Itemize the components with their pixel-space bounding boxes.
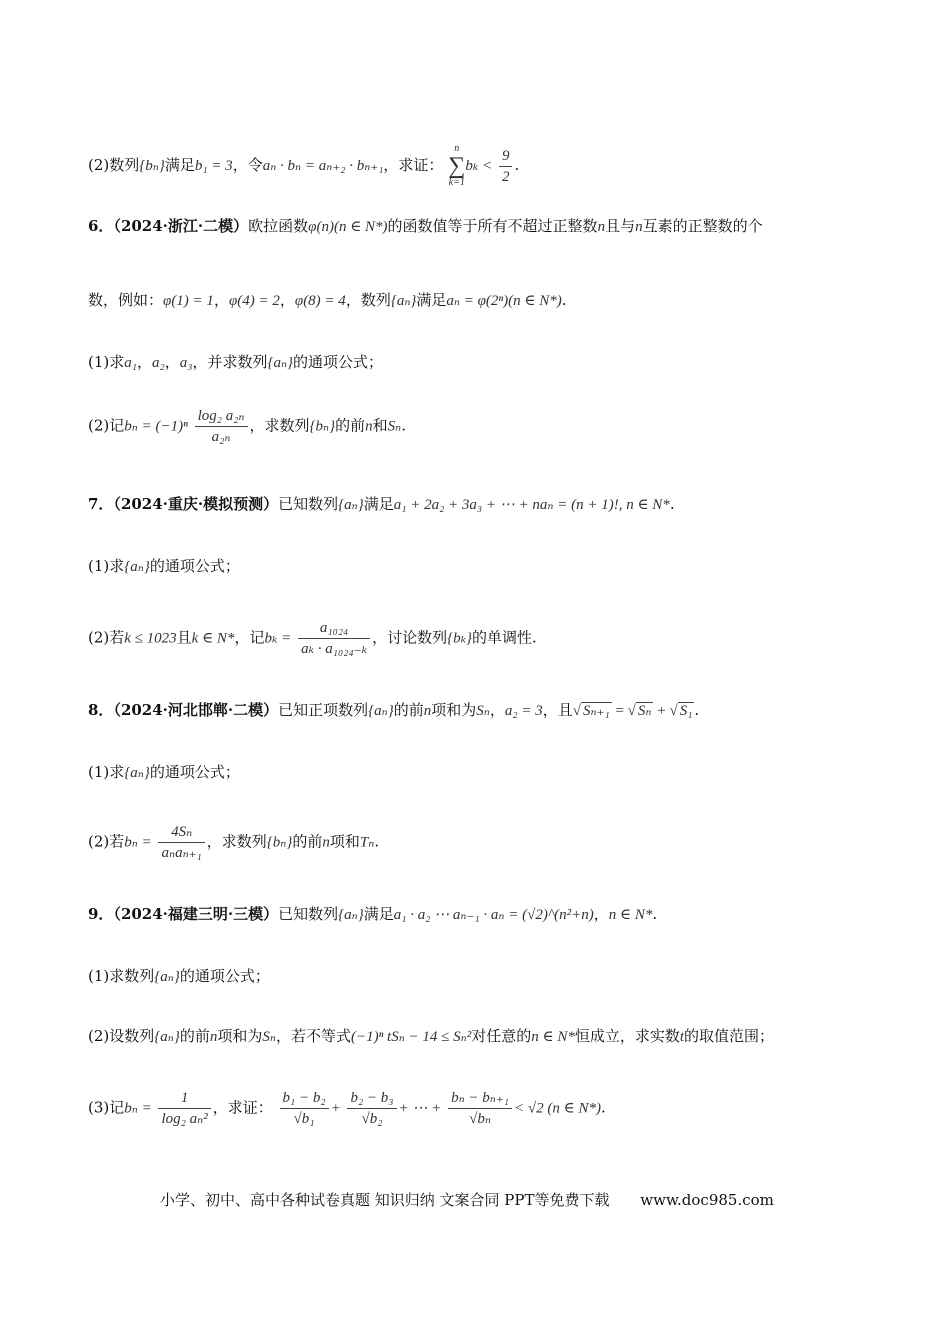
math-b1: b₁ = 3 — [194, 158, 233, 174]
math-seq-a: {aₙ} — [390, 293, 417, 309]
math-n: n — [597, 219, 606, 235]
part-label: (1)求数列 — [88, 967, 155, 985]
math-example: φ(1) = 1 — [163, 293, 214, 309]
math-inequality: (−1)ⁿ tSₙ − 14 ≤ Sₙ² — [350, 1029, 472, 1045]
math-seq-b: {bₙ} — [139, 158, 165, 174]
math-definition: aₙ = φ(2ⁿ)(n ∈ N*) — [446, 293, 562, 309]
question-number: 7． — [88, 495, 114, 513]
math-plus: + — [330, 1100, 341, 1117]
text: . — [669, 495, 675, 513]
footer-text: 小学、初中、高中各种试卷真题 知识归纳 文案合同 PPT等免费下载 — [160, 1191, 610, 1209]
question-source: （2024·福建三明·三模） — [113, 905, 279, 923]
math-example: φ(4) = 2 — [228, 293, 280, 309]
math-a1: a₁ — [124, 355, 137, 371]
part-label: (2)若 — [88, 832, 125, 851]
text: 满足 — [164, 156, 195, 174]
math-t: t — [679, 1029, 685, 1045]
q9-stem — [88, 904, 657, 925]
text: 的通项公式； — [149, 557, 240, 575]
q6-part2 — [88, 406, 406, 447]
math-seq-a: {aₙ} — [154, 969, 180, 985]
text: 的单调性. — [472, 628, 537, 647]
text: ， — [489, 701, 505, 719]
math-n: n — [635, 219, 643, 235]
text: ，并求数列 — [192, 353, 268, 371]
text: 的通项公式； — [179, 967, 270, 985]
part-label: (1)求 — [88, 557, 125, 575]
text: ，若不等式 — [275, 1027, 351, 1045]
text: 项和为 — [431, 701, 477, 719]
math-cond: k ∈ N* — [191, 630, 235, 647]
text: 的前 — [292, 832, 323, 851]
math-relation: a₁ + 2a₂ + 3a₃ + ⋯ + naₙ = (n + 1)!, n ∈ N* — [393, 497, 670, 513]
text: 互素的正整数的个 — [642, 217, 763, 235]
text: 满足 — [416, 291, 447, 309]
text: ，求证： — [383, 156, 444, 174]
q7-part2 — [88, 618, 537, 659]
math-seq-a: {aₙ} — [368, 703, 394, 719]
math-seq-a: {aₙ} — [338, 497, 364, 513]
math-cond: n ∈ N* — [531, 1029, 575, 1045]
math-Sn: Sₙ — [476, 703, 490, 719]
text: ， — [136, 353, 152, 371]
fraction-bk: $\frac{\text{a₁₀₂₄}}{\text{aₖ · a₁₀₂₄₋ₖ}}$ — [298, 618, 370, 659]
part-label: (2)数列 — [88, 156, 140, 174]
text: ，求数列 — [249, 416, 310, 435]
fraction-bn: $\frac{\text{4Sₙ}}{\text{aₙaₙ₊₁}}$ — [158, 822, 204, 863]
text: . — [374, 832, 380, 851]
q8-stem — [88, 700, 699, 721]
math-sum-term: bₖ < — [465, 158, 493, 174]
math-bk-def: bₖ = — [264, 630, 292, 647]
math-n: n — [423, 703, 432, 719]
text: . — [561, 291, 567, 309]
text: 的取值范围； — [684, 1027, 775, 1045]
q9-part3 — [88, 1088, 606, 1129]
math-seq-a: {aₙ} — [338, 907, 364, 923]
text: 满足 — [363, 495, 394, 513]
text: . — [514, 156, 520, 174]
math-dots: + ⋯ + — [398, 1100, 442, 1117]
math-bn-def: bₙ = (−1)ⁿ — [124, 418, 188, 435]
fraction-term2: $\frac{\text{b₂ − b₃}}{\text{√b₂}}$ — [347, 1088, 396, 1129]
math-n: n — [322, 834, 330, 851]
math-a3: a₃ — [179, 355, 193, 371]
math-a2: a₂ = 3 — [504, 703, 543, 719]
sum-symbol: n ∑ k=1 — [448, 143, 466, 188]
text: ，讨论数列 — [372, 628, 448, 647]
text: . — [652, 905, 658, 923]
text: 的通项公式； — [149, 763, 240, 781]
math-sqrt-relation: √ Sₙ₊₁ = √ Sₙ + √ S₁ — [572, 703, 693, 719]
q8-part1 — [88, 762, 240, 783]
math-seq-bk: {bₖ} — [447, 630, 473, 647]
text: 已知正项数列 — [278, 701, 369, 719]
text: 项和为 — [217, 1027, 263, 1045]
text: 恒成立，求实数 — [574, 1027, 680, 1045]
text: 欧拉函数 — [248, 217, 309, 235]
math-bound: < √2 (n ∈ N*) — [513, 1100, 601, 1117]
fraction-bn: $\frac{1}{\text{log₂ aₙ²}}$ — [158, 1088, 210, 1129]
question-number: 8． — [88, 701, 114, 719]
text: ，数列 — [345, 291, 391, 309]
fraction-termn: $\frac{\text{bₙ − bₙ₊₁}}{\text{√bₙ}}$ — [448, 1088, 512, 1129]
math-Sn: Sₙ — [387, 418, 402, 435]
q6-stem-line2 — [88, 290, 567, 311]
part-label: (3)记 — [88, 1098, 125, 1117]
math-Tn: Tₙ — [359, 834, 375, 851]
q8-part2 — [88, 822, 379, 863]
text: 项和 — [329, 832, 360, 851]
text: ，令 — [232, 156, 263, 174]
text: . — [401, 416, 407, 435]
math-seq-a: {aₙ} — [267, 355, 294, 371]
part-label: (2)设数列 — [88, 1027, 155, 1045]
text: ， — [213, 291, 229, 309]
q6-part1 — [88, 352, 383, 373]
question-source: （2024·浙江·二模） — [113, 217, 249, 235]
text: . — [600, 1098, 606, 1117]
fraction-nine-halves: $\frac{9}{2}$ — [499, 146, 513, 187]
text: 且 — [176, 628, 192, 647]
math-seq-b: {bₙ} — [309, 418, 336, 435]
question-source: （2024·重庆·模拟预测） — [113, 495, 279, 513]
text: ，求证： — [212, 1098, 273, 1117]
q5-part2 — [88, 144, 519, 188]
math-bn-def: bₙ = — [124, 1100, 152, 1117]
text: . — [694, 701, 700, 719]
math-example: φ(8) = 4 — [294, 293, 346, 309]
text: 和 — [372, 416, 388, 435]
question-source: （2024·河北邯郸·二模） — [113, 701, 279, 719]
part-label: (2)记 — [88, 416, 125, 435]
q9-part2 — [88, 1026, 774, 1047]
math-cond: n ∈ N* — [608, 907, 653, 923]
text: ， — [593, 905, 609, 923]
q6-stem-line1 — [88, 216, 763, 237]
page-footer — [160, 1190, 774, 1210]
text: ，记 — [234, 628, 265, 647]
math-Sn: Sₙ — [262, 1029, 276, 1045]
text: 的通项公式； — [293, 353, 384, 371]
part-label: (2)若 — [88, 628, 125, 647]
text: ， — [164, 353, 180, 371]
math-bn-def: bₙ = — [124, 834, 152, 851]
text: 的前 — [179, 1027, 210, 1045]
math-product: a₁ · a₂ ⋯ aₙ₋₁ · aₙ = (√2)^(n²+n) — [393, 907, 594, 923]
math-seq-b: {bₙ} — [266, 834, 293, 851]
text: ， — [279, 291, 295, 309]
part-label: (1)求 — [88, 763, 125, 781]
text: 的函数值等于所有不超过正整数 — [387, 217, 598, 235]
text: 已知数列 — [278, 495, 339, 513]
fraction-term1: $\frac{\text{b₁ − b₂}}{\text{√b₁}}$ — [280, 1088, 329, 1129]
q7-part1 — [88, 556, 240, 577]
question-number: 6． — [88, 217, 114, 235]
q9-part1 — [88, 966, 270, 987]
fraction-log: $\frac{\text{log₂ a₂ₙ}}{\text{a₂ₙ}}$ — [195, 406, 248, 447]
footer-link[interactable]: www.doc985.com — [640, 1191, 774, 1209]
math-phi: φ(n)(n ∈ N*) — [308, 219, 388, 235]
text: 的前 — [393, 701, 424, 719]
text: ，求数列 — [206, 832, 267, 851]
text: 对任意的 — [471, 1027, 532, 1045]
math-a2: a₂ — [151, 355, 165, 371]
part-label: (1)求 — [88, 353, 125, 371]
question-number: 9． — [88, 905, 114, 923]
text: 数，例如： — [88, 291, 164, 309]
text: 的前 — [335, 416, 366, 435]
math-relation: aₙ · bₙ = aₙ₊₂ · bₙ₊₁ — [262, 158, 384, 174]
math-n: n — [365, 418, 373, 435]
q7-stem — [88, 494, 675, 515]
text: ，且 — [542, 701, 573, 719]
math-n: n — [209, 1029, 218, 1045]
math-seq-a: {aₙ} — [154, 1029, 180, 1045]
math-seq-a: {aₙ} — [124, 559, 150, 575]
math-cond: k ≤ 1023 — [124, 630, 177, 647]
text: 满足 — [363, 905, 394, 923]
math-seq-a: {aₙ} — [124, 765, 150, 781]
text: 且与 — [605, 217, 636, 235]
text: 已知数列 — [278, 905, 339, 923]
